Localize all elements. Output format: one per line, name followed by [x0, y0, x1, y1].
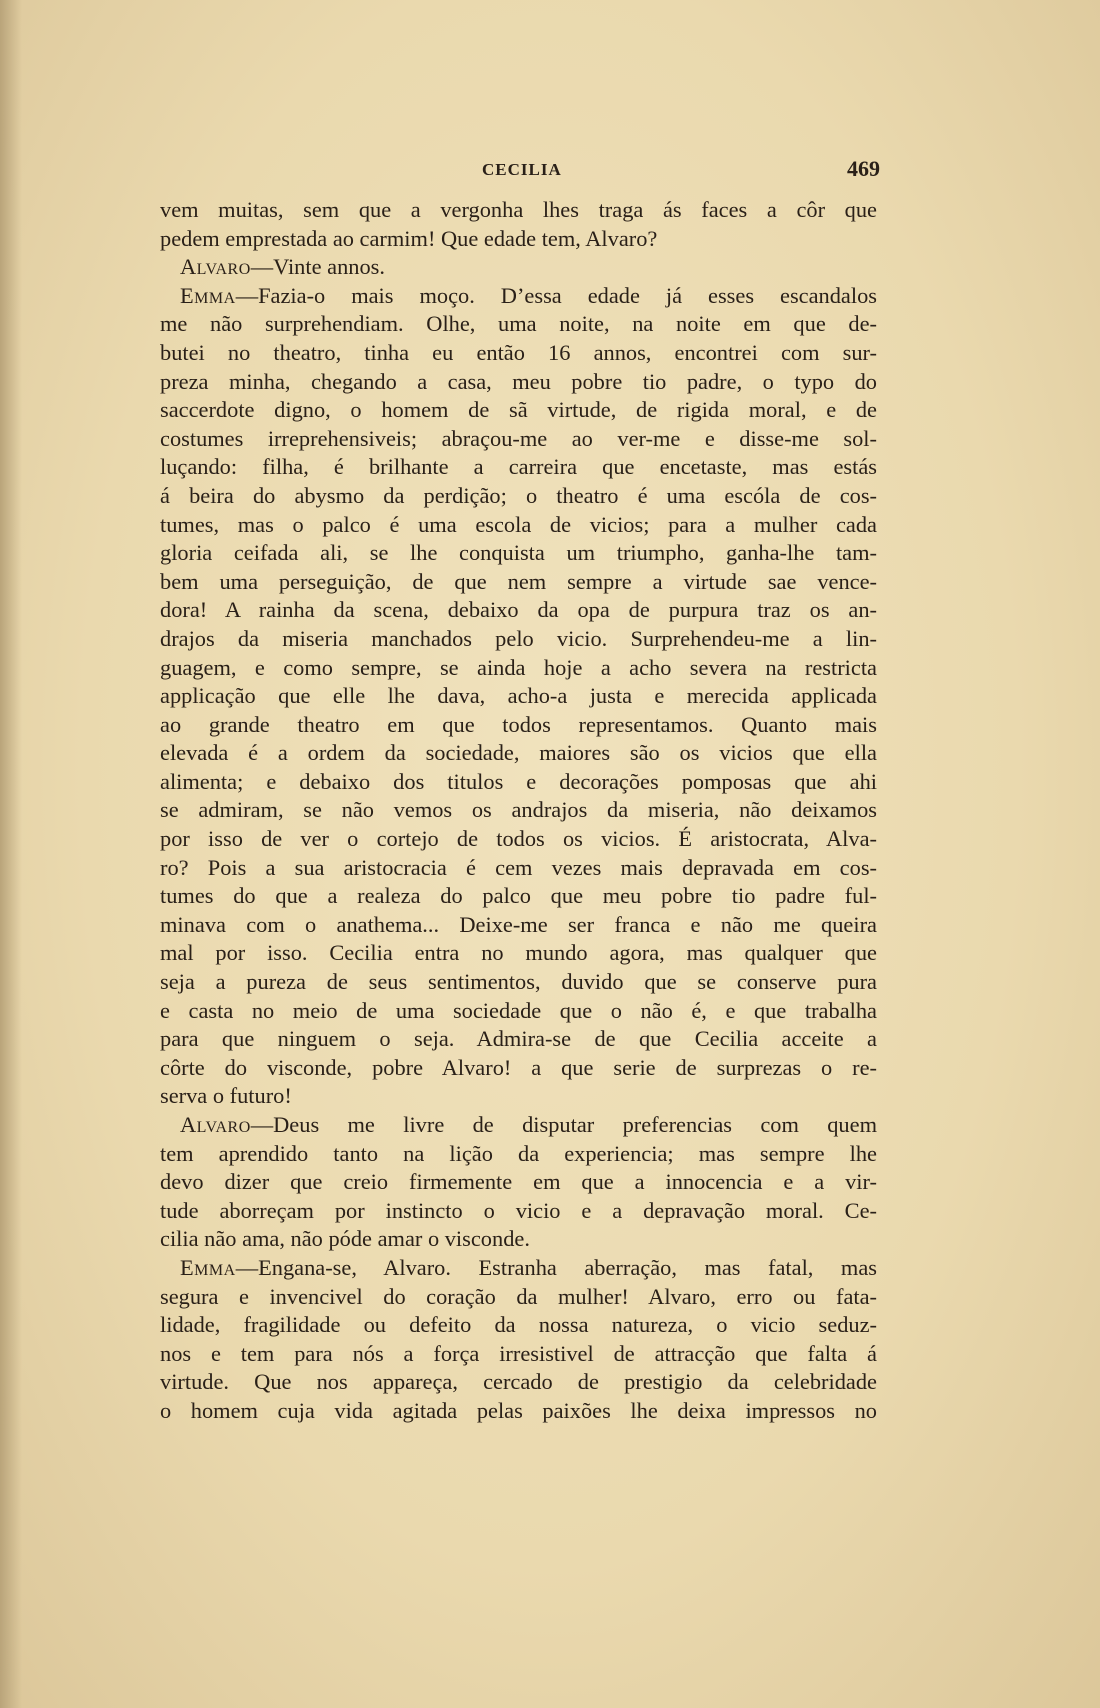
line-text: nos e tem para nós a força irresistivel de attracção que falta á: [160, 1340, 877, 1366]
line-text: saccerdote digno, o homem de sã virtude, de rigida moral, e de: [160, 397, 877, 423]
text-line: [160, 339, 877, 368]
line-text: —Engana-se, Alvaro. Estranha aberração, mas fatal, mas: [235, 1254, 877, 1280]
text-line: [160, 796, 877, 825]
text-line: [160, 1025, 877, 1054]
text-line: [160, 225, 877, 254]
text-line: [160, 968, 877, 997]
text-line: [160, 768, 877, 797]
line-text: vem muitas, sem que a vergonha lhes traga ás faces a côr que: [160, 197, 877, 222]
speaker-line: [160, 282, 877, 311]
line-text: devo dizer que creio firmemente em que a innocencia e a vir-: [160, 1169, 877, 1195]
text-line: [160, 1168, 877, 1197]
body-text: [160, 196, 877, 1426]
line-text: côrte do visconde, pobre Alvaro! a que serie de surprezas o re-: [160, 1054, 877, 1080]
text-line: [160, 196, 877, 225]
text-line: [160, 711, 877, 740]
line-text: elevada é a ordem da sociedade, maiores são os vicios que ella: [160, 740, 877, 766]
running-title: CECILIA: [482, 160, 562, 179]
line-text: applicação que elle lhe dava, acho-a justa e merecida applicada: [160, 683, 877, 709]
text-line: [160, 997, 877, 1026]
line-text: tumes do que a realeza do palco que meu pobre tio padre ful-: [160, 883, 877, 909]
line-text: lidade, fragilidade ou defeito da nossa natureza, o vicio seduz-: [160, 1312, 877, 1338]
line-text: —Fazia-o mais moço. D’essa edade já esses escandalos: [235, 282, 877, 308]
text-line: [160, 1082, 877, 1111]
line-text: costumes irreprehensiveis; abraçou-me ao ver-me e disse-me sol-: [160, 425, 877, 451]
line-text: pedem emprestada ao carmim! Que edade tem, Alvaro?: [160, 225, 658, 251]
text-line: [160, 625, 877, 654]
line-text: virtude. Que nos appareça, cercado de prestigio da celebridade: [160, 1369, 877, 1395]
text-line: [160, 1397, 877, 1426]
line-text: —Deus me livre de disputar preferencias com quem: [250, 1112, 877, 1137]
line-text: ro? Pois a sua aristocracia é cem vezes mais depravada em cos-: [160, 854, 877, 880]
line-text: o homem cuja vida agitada pelas paixões lhe deixa impressos no: [160, 1397, 877, 1423]
line-text: mal por isso. Cecilia entra no mundo agora, mas qualquer que: [160, 940, 877, 966]
line-text: e casta no meio de uma sociedade que o não é, e que trabalha: [160, 997, 877, 1023]
text-line: [160, 1368, 877, 1397]
line-text: gloria ceifada ali, se lhe conquista um triumpho, ganha-lhe tam-: [160, 540, 877, 566]
line-text: preza minha, chegando a casa, meu pobre tio padre, o typo do: [160, 368, 877, 394]
speaker-line: [160, 253, 877, 282]
text-line: [160, 511, 877, 540]
text-line: [160, 739, 877, 768]
text-line: [160, 425, 877, 454]
line-text: minava com o anathema... Deixe-me ser franca e não me queira: [160, 911, 877, 937]
line-text: bem uma perseguição, de que nem sempre a virtude sae vence-: [160, 568, 877, 594]
line-text: me não surprehendiam. Olhe, uma noite, na noite em que de-: [160, 311, 877, 337]
line-text: dora! A rainha da scena, debaixo da opa de purpura traz os an-: [160, 597, 877, 623]
text-line: [160, 453, 877, 482]
text-line: [160, 568, 877, 597]
text-line: [160, 539, 877, 568]
text-line: [160, 1054, 877, 1083]
line-text: tumes, mas o palco é uma escola de vicios; para a mulher cada: [160, 511, 877, 537]
speaker-name: Alvaro: [180, 254, 251, 280]
text-line: [160, 911, 877, 940]
line-text: ao grande theatro em que todos representamos. Quanto mais: [160, 711, 877, 737]
page-edge-shadow: [0, 0, 22, 1708]
line-text: á beira do abysmo da perdição; o theatro é uma escóla de cos-: [160, 482, 877, 508]
speaker-name: Emma: [180, 282, 236, 308]
text-line: [160, 1225, 877, 1254]
text-line: [160, 939, 877, 968]
text-line: [160, 854, 877, 883]
line-text: drajos da miseria manchados pelo vicio. Surprehendeu-me a lin-: [160, 625, 877, 651]
text-line: [160, 882, 877, 911]
speaker-line: [160, 1254, 877, 1283]
text-line: [160, 654, 877, 683]
text-line: [160, 482, 877, 511]
text-line: [160, 1140, 877, 1169]
text-line: [160, 396, 877, 425]
line-text: —Vinte annos.: [250, 254, 385, 280]
text-line: [160, 1283, 877, 1312]
speaker-name: Alvaro: [180, 1112, 251, 1137]
line-text: luçando: filha, é brilhante a carreira que encetaste, mas estás: [160, 454, 877, 480]
line-text: tem aprendido tanto na lição da experiencia; mas sempre lhe: [160, 1140, 877, 1166]
text-line: [160, 368, 877, 397]
speaker-name: Emma: [180, 1254, 236, 1280]
line-text: guagem, e como sempre, se ainda hoje a acho severa na restricta: [160, 654, 877, 680]
line-text: alimenta; e debaixo dos titulos e decorações pomposas que ahi: [160, 768, 877, 794]
line-text: serva o futuro!: [160, 1083, 292, 1109]
text-line: [160, 310, 877, 339]
text-line: [160, 825, 877, 854]
line-text: cilia não ama, não póde amar o visconde.: [160, 1226, 530, 1252]
text-line: [160, 596, 877, 625]
line-text: butei no theatro, tinha eu então 16 annos, encontrei com sur-: [160, 339, 877, 365]
line-text: segura e invencivel do coração da mulher! Alvaro, erro ou fata-: [160, 1283, 877, 1309]
text-line: [160, 1311, 877, 1340]
text-line: [160, 682, 877, 711]
running-head: [160, 156, 880, 184]
speaker-line: [160, 1111, 877, 1140]
line-text: seja a pureza de seus sentimentos, duvido que se conserve pura: [160, 969, 877, 995]
page-number: 469: [847, 156, 880, 181]
line-text: por isso de ver o cortejo de todos os vicios. É aristocrata, Alva-: [160, 826, 877, 852]
line-text: se admiram, se não vemos os andrajos da miseria, não deixamos: [160, 797, 877, 823]
text-line: [160, 1197, 877, 1226]
line-text: tude aborreçam por instincto o vicio e a depravação moral. Ce-: [160, 1197, 877, 1223]
text-line: [160, 1340, 877, 1369]
line-text: para que ninguem o seja. Admira-se de que Cecilia acceite a: [160, 1026, 877, 1052]
